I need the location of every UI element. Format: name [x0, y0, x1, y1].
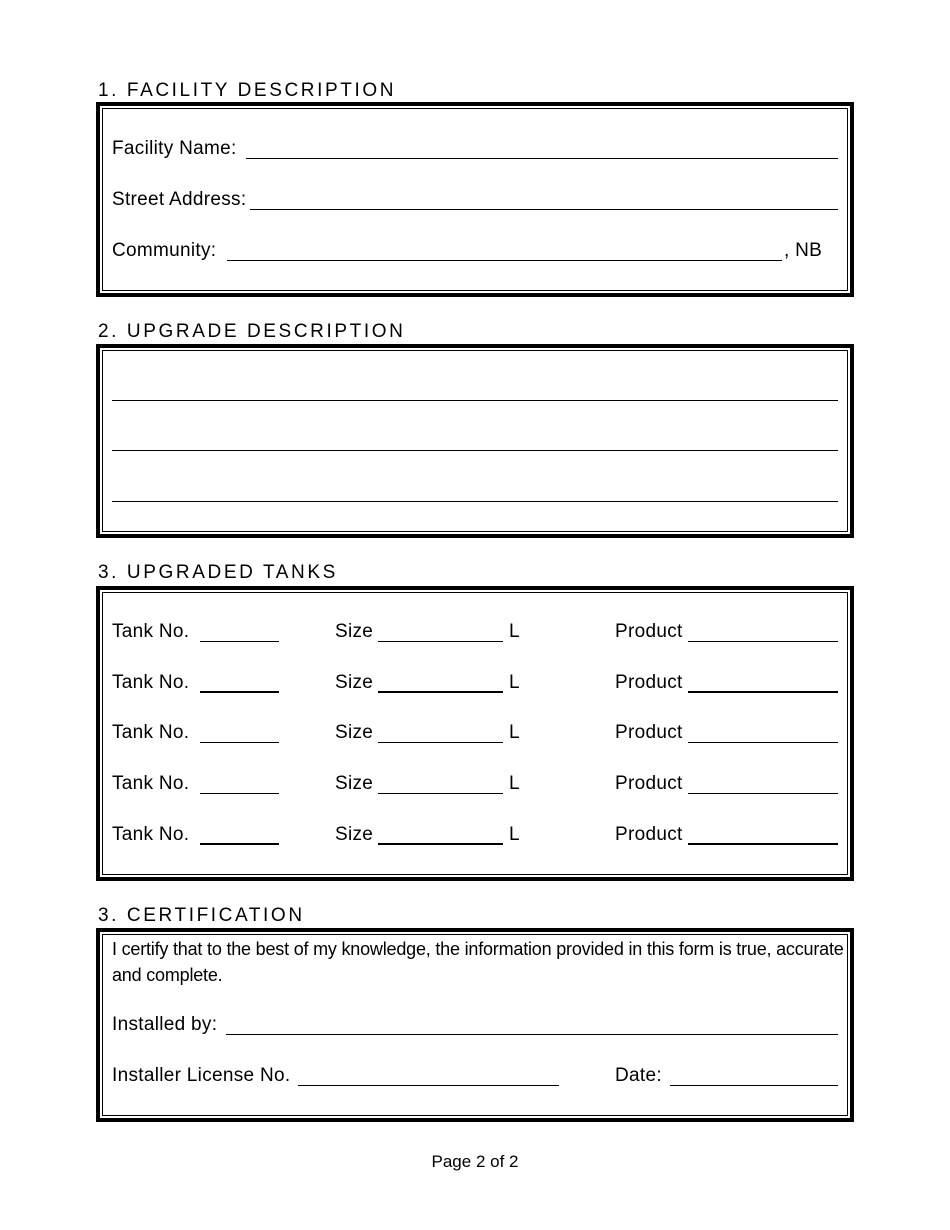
- upgraded-tanks-heading: 3. UPGRADED TANKS: [98, 562, 338, 583]
- tank-no-label: Tank No.: [112, 773, 190, 794]
- size-label: Size: [335, 773, 374, 794]
- province-suffix: , NB: [784, 240, 823, 261]
- upgrade-description-box: [96, 344, 854, 538]
- installed-by-field[interactable]: [226, 1034, 838, 1035]
- product-field[interactable]: [688, 742, 838, 743]
- product-field[interactable]: [688, 641, 838, 642]
- certification-statement: I certify that to the best of my knowledge, the information provided in this form is true, accurate and complete.: [112, 939, 844, 985]
- installed-by-label: Installed by:: [112, 1014, 218, 1035]
- upgrade-description-heading: 2. UPGRADE DESCRIPTION: [98, 321, 406, 342]
- size-unit: L: [509, 672, 520, 693]
- size-field[interactable]: [378, 793, 503, 794]
- tank-no-label: Tank No.: [112, 824, 190, 845]
- installer-license-field[interactable]: [298, 1085, 559, 1086]
- product-field[interactable]: [688, 691, 838, 693]
- size-unit: L: [509, 722, 520, 743]
- product-label: Product: [615, 672, 683, 693]
- size-unit: L: [509, 824, 520, 845]
- size-label: Size: [335, 621, 374, 642]
- date-field[interactable]: [670, 1085, 838, 1086]
- facility-name-label: Facility Name:: [112, 138, 237, 159]
- street-address-label: Street Address:: [112, 189, 247, 210]
- product-field[interactable]: [688, 793, 838, 794]
- tank-no-label: Tank No.: [112, 722, 190, 743]
- facility-name-field[interactable]: [246, 158, 838, 159]
- community-field[interactable]: [227, 260, 782, 261]
- product-label: Product: [615, 722, 683, 743]
- size-label: Size: [335, 824, 374, 845]
- certification-heading: 3. CERTIFICATION: [98, 905, 305, 926]
- tank-no-label: Tank No.: [112, 621, 190, 642]
- upgraded-tanks-box: [96, 586, 854, 881]
- tank-no-field[interactable]: [200, 793, 279, 794]
- size-unit: L: [509, 621, 520, 642]
- size-field[interactable]: [378, 691, 503, 693]
- size-unit: L: [509, 773, 520, 794]
- installer-license-label: Installer License No.: [112, 1065, 291, 1086]
- street-address-field[interactable]: [250, 209, 838, 210]
- product-label: Product: [615, 824, 683, 845]
- upgrade-description-line-2[interactable]: [112, 450, 838, 451]
- product-label: Product: [615, 773, 683, 794]
- community-label: Community:: [112, 240, 217, 261]
- size-label: Size: [335, 672, 374, 693]
- tank-no-field[interactable]: [200, 742, 279, 743]
- tank-no-field[interactable]: [200, 691, 279, 693]
- size-label: Size: [335, 722, 374, 743]
- tank-no-field[interactable]: [200, 641, 279, 642]
- product-label: Product: [615, 621, 683, 642]
- date-label: Date:: [615, 1065, 662, 1086]
- tank-no-label: Tank No.: [112, 672, 190, 693]
- size-field[interactable]: [378, 641, 503, 642]
- facility-description-heading: 1. FACILITY DESCRIPTION: [98, 80, 397, 101]
- size-field[interactable]: [378, 742, 503, 743]
- size-field[interactable]: [378, 843, 503, 845]
- upgrade-description-line-1[interactable]: [112, 400, 838, 401]
- upgrade-description-line-3[interactable]: [112, 501, 838, 502]
- tank-no-field[interactable]: [200, 843, 279, 845]
- page-number: Page 2 of 2: [431, 1152, 519, 1171]
- product-field[interactable]: [688, 843, 838, 845]
